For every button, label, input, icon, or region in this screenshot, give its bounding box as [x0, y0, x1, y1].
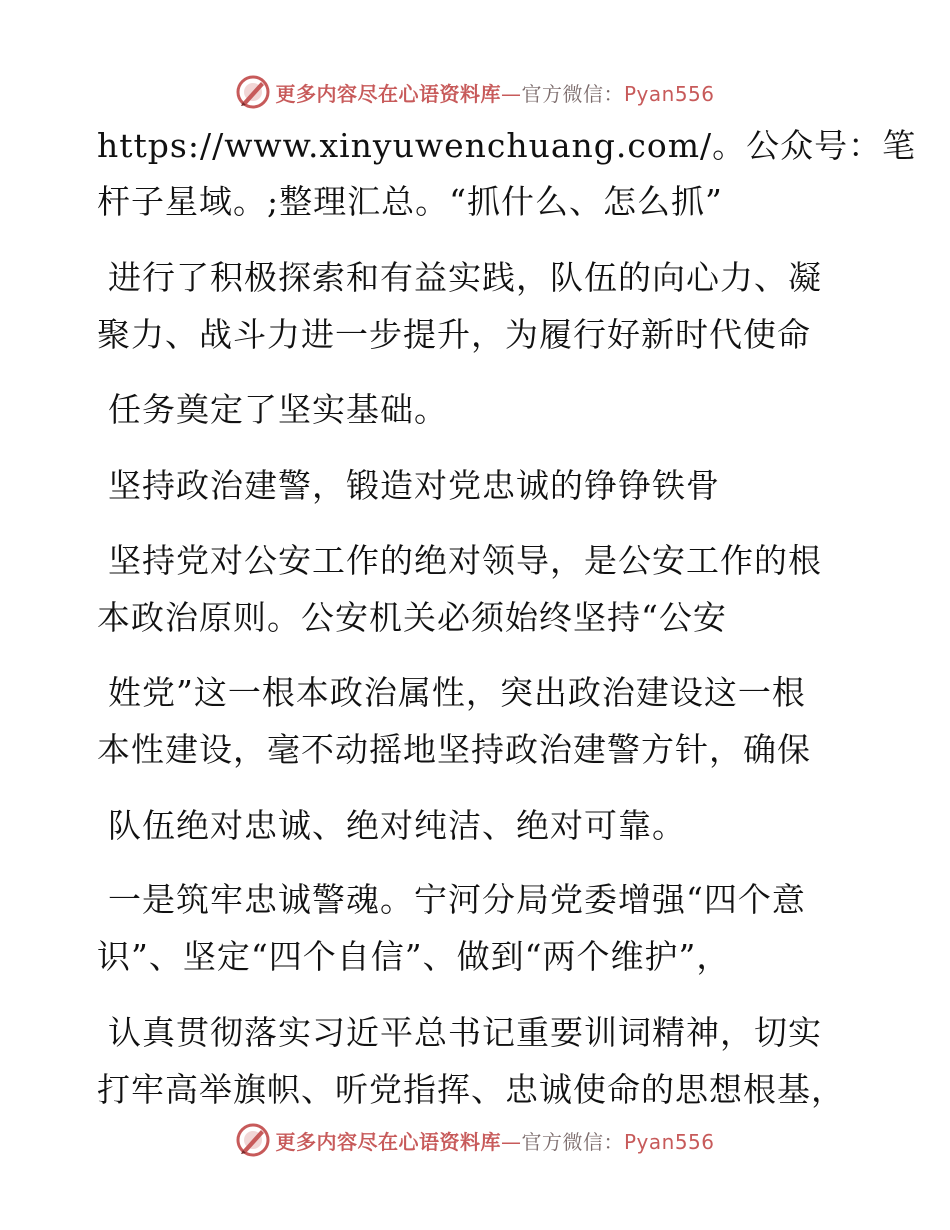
pen-logo-icon: [235, 1122, 271, 1158]
header-banner: [0, 72, 950, 112]
text-line: 本性建设，毫不动摇地坚持政治建警方针，确保: [97, 730, 811, 769]
text-line: 姓党”这一根本政治属性，突出政治建设这一根: [108, 673, 806, 712]
text-line: 队伍绝对忠诚、绝对纯洁、绝对可靠。: [108, 806, 686, 845]
banner-main-text: 更多内容尽在心语资料库: [275, 81, 501, 106]
text-line: 识”、坚定“四个自信”、做到“两个维护”，: [97, 937, 731, 976]
banner-handle: Pyan556: [623, 81, 715, 106]
pen-logo-icon: [235, 74, 271, 110]
banner-dash: —: [500, 81, 522, 106]
text-line: 打牢高举旗帜、听党指挥、忠诚使命的思想根基，: [97, 1070, 845, 1109]
banner-sub-text: 官方微信：: [521, 81, 624, 106]
text-line: https://www.xinyuwenchuang.com/。公众号：笔: [97, 126, 917, 165]
text-line: 坚持党对公安工作的绝对领导，是公安工作的根: [108, 541, 822, 580]
text-line: 一是筑牢忠诚警魂。宁河分局党委增强“四个意: [108, 880, 806, 919]
text-line: 进行了积极探索和有益实践，队伍的向心力、凝: [108, 258, 822, 297]
banner-handle: Pyan556: [623, 1129, 715, 1154]
text-line: 任务奠定了坚实基础。: [108, 390, 448, 429]
banner-main-text: 更多内容尽在心语资料库: [275, 1129, 501, 1154]
text-line: 本政治原则。公安机关必须始终坚持“公安: [97, 598, 727, 637]
text-line: 杆子星域。;整理汇总。“抓什么、怎么抓”: [97, 182, 723, 221]
banner-sub-text: 官方微信：: [521, 1129, 624, 1154]
text-line: 认真贯彻落实习近平总书记重要训词精神，切实: [108, 1013, 822, 1052]
section-heading: 坚持政治建警，锻造对党忠诚的铮铮铁骨: [108, 466, 720, 505]
text-line: 聚力、战斗力进一步提升，为履行好新时代使命: [97, 315, 811, 354]
banner-dash: —: [500, 1129, 522, 1154]
footer-banner: [0, 1120, 950, 1160]
